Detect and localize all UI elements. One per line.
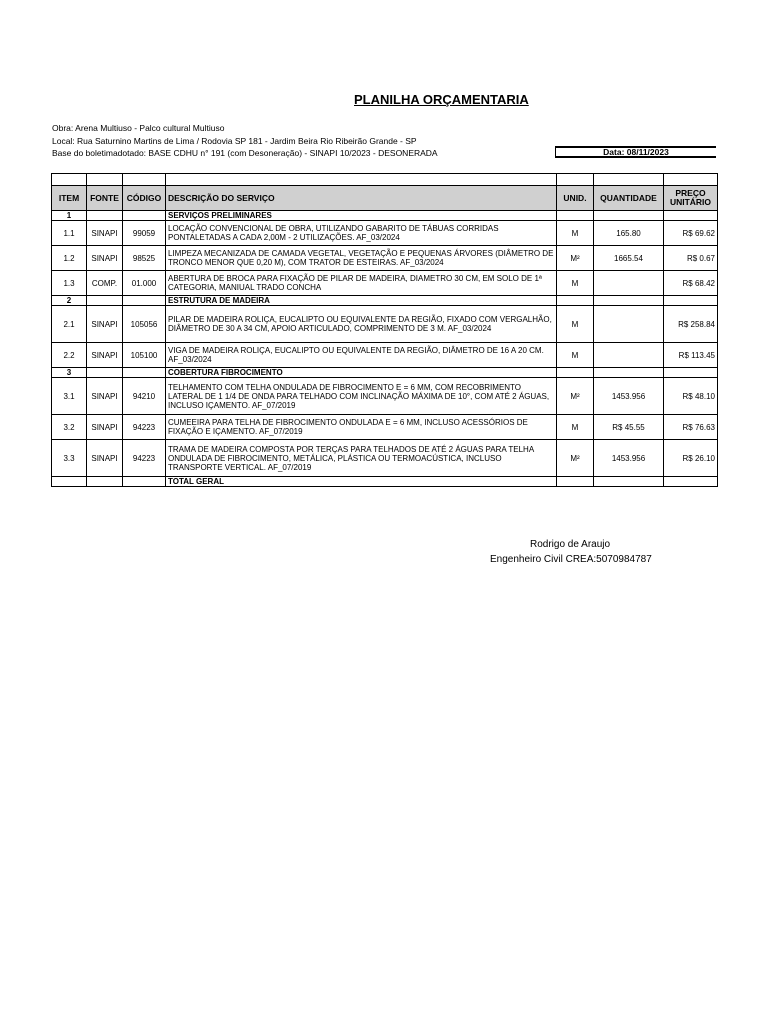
cell-unid: M [557, 343, 594, 368]
cell-unid [557, 296, 594, 306]
total-empty-cell [594, 477, 664, 487]
cell-quantidade: 1453.956 [594, 440, 664, 477]
cell-codigo: 94210 [123, 378, 166, 415]
cell-item: 3 [52, 368, 87, 378]
cell-quantidade [594, 271, 664, 296]
cell-fonte [87, 211, 123, 221]
cell-fonte: COMP. [87, 271, 123, 296]
table-row [52, 271, 718, 296]
cell-codigo: 99059 [123, 221, 166, 246]
cell-codigo: 105056 [123, 306, 166, 343]
cell-unid: M² [557, 246, 594, 271]
table-row [52, 306, 718, 343]
cell-descricao: CUMEEIRA PARA TELHA DE FIBROCIMENTO ONDULADA E = 6 MM, INCLUSO ACESSÓRIOS DE FIXAÇÃO E IÇAMENTO. AF_07/2019 [166, 415, 557, 440]
cell-quantidade: 165.80 [594, 221, 664, 246]
total-empty-cell [557, 477, 594, 487]
cell-codigo [123, 296, 166, 306]
table-row [52, 343, 718, 368]
cell-quantidade: R$ 45.55 [594, 415, 664, 440]
table-row [52, 378, 718, 415]
cell-item: 3.1 [52, 378, 87, 415]
header-fonte: FONTE [87, 186, 123, 211]
cell-quantidade [594, 343, 664, 368]
cell-preco: R$ 26.10 [664, 440, 718, 477]
cell-unid: M [557, 306, 594, 343]
group-row [52, 211, 718, 221]
group-row [52, 368, 718, 378]
table-row [52, 221, 718, 246]
header-descricao: DESCRIÇÃO DO SERVIÇO [166, 186, 557, 211]
header-quantidade: QUANTIDADE [594, 186, 664, 211]
table-row [52, 246, 718, 271]
cell-codigo: 01.000 [123, 271, 166, 296]
cell-descricao: ABERTURA DE BROCA PARA FIXAÇÃO DE PILAR DE MADEIRA, DIAMETRO 30 CM, EM SOLO DE 1ª CATEGORIA, MANIUAL TRADO CONCHA [166, 271, 557, 296]
total-empty-cell [123, 477, 166, 487]
cell-item: 1.1 [52, 221, 87, 246]
cell-item: 1.2 [52, 246, 87, 271]
cell-fonte: SINAPI [87, 343, 123, 368]
cell-unid: M [557, 271, 594, 296]
header-item: ITEM [52, 186, 87, 211]
cell-preco: R$ 48.10 [664, 378, 718, 415]
obra-line: Obra: Arena Multiuso - Palco cultural Multiuso [52, 123, 225, 133]
cell-fonte: SINAPI [87, 440, 123, 477]
table-row [52, 440, 718, 477]
cell-preco: R$ 258.84 [664, 306, 718, 343]
cell-fonte: SINAPI [87, 246, 123, 271]
cell-unid: M [557, 415, 594, 440]
cell-descricao: TELHAMENTO COM TELHA ONDULADA DE FIBROCIMENTO E = 6 MM, COM RECOBRIMENTO LATERAL DE 1 1/4 DE ONDA PARA TELHADO COM INCLINAÇÃO MÁXIMA DE 10°, COM ATÉ 2 ÁGUAS, INCLUSO IÇAMENTO. AF_07/2019 [166, 378, 557, 415]
cell-fonte: SINAPI [87, 415, 123, 440]
header-unid: UNID. [557, 186, 594, 211]
cell-preco: R$ 76.63 [664, 415, 718, 440]
page-title: PLANILHA ORÇAMENTARIA [354, 92, 529, 107]
cell-item: 2.2 [52, 343, 87, 368]
cell-quantidade: 1665.54 [594, 246, 664, 271]
cell-unid: M² [557, 440, 594, 477]
cell-quantidade [594, 368, 664, 378]
cell-item: 1 [52, 211, 87, 221]
cell-unid [557, 368, 594, 378]
total-empty-cell [52, 477, 87, 487]
cell-item: 3.3 [52, 440, 87, 477]
cell-descricao: ESTRUTURA DE MADEIRA [166, 296, 557, 306]
group-row [52, 296, 718, 306]
cell-preco [664, 368, 718, 378]
cell-descricao: LIMPEZA MECANIZADA DE CAMADA VEGETAL, VEGETAÇÃO E PEQUENAS ÁRVORES (DIÂMETRO DE TRONCO MENOR QUE 0,20 M), COM TRATOR DE ESTEIRAS. AF_03/2024 [166, 246, 557, 271]
cell-fonte: SINAPI [87, 378, 123, 415]
table-row [52, 415, 718, 440]
total-empty-cell [87, 477, 123, 487]
cell-preco: R$ 68.42 [664, 271, 718, 296]
cell-codigo: 98525 [123, 246, 166, 271]
cell-unid: M² [557, 378, 594, 415]
base-line: Base do boletimadotado: BASE CDHU n° 191 (com Desoneração) - SINAPI 10/2023 - DESONERADA [52, 148, 438, 158]
cell-codigo: 105100 [123, 343, 166, 368]
cell-codigo [123, 368, 166, 378]
cell-item: 1.3 [52, 271, 87, 296]
header-row [52, 186, 718, 211]
cell-descricao: VIGA DE MADEIRA ROLIÇA, EUCALIPTO OU EQUIVALENTE DA REGIÃO, DIÂMETRO DE 16 A 20 CM. AF_03/2024 [166, 343, 557, 368]
total-label: TOTAL GERAL [166, 477, 557, 487]
blank-row [52, 174, 718, 186]
cell-descricao: PILAR DE MADEIRA ROLIÇA, EUCALIPTO OU EQUIVALENTE DA REGIÃO, FIXADO COM VERGALHÃO, DIÂMETRO DE 30 A 34 CM, APOIO ARTICULADO, COMPRIMENTO DE 3 M. AF_03/2024 [166, 306, 557, 343]
cell-fonte: SINAPI [87, 306, 123, 343]
header-preco: PREÇO UNITÁRIO [664, 186, 718, 211]
signature-role: Engenheiro Civil CREA:5070984787 [490, 554, 652, 565]
cell-preco [664, 296, 718, 306]
cell-preco [664, 211, 718, 221]
cell-item: 3.2 [52, 415, 87, 440]
cell-quantidade [594, 306, 664, 343]
cell-fonte [87, 296, 123, 306]
cell-fonte [87, 368, 123, 378]
cell-item: 2.1 [52, 306, 87, 343]
cell-descricao: COBERTURA FIBROCIMENTO [166, 368, 557, 378]
cell-descricao: TRAMA DE MADEIRA COMPOSTA POR TERÇAS PARA TELHADOS DE ATÉ 2 ÁGUAS PARA TELHA ONDULADA DE FIBROCIMENTO, METÁLICA, PLÁSTICA OU TERMOACÚSTICA, INCLUSO TRANSPORTE VERTICAL. AF_07/2019 [166, 440, 557, 477]
cell-unid [557, 211, 594, 221]
cell-preco: R$ 69.62 [664, 221, 718, 246]
total-row [52, 477, 718, 487]
cell-descricao: SERVIÇOS PRELIMINARES [166, 211, 557, 221]
cell-quantidade: 1453.956 [594, 378, 664, 415]
cell-codigo: 94223 [123, 415, 166, 440]
cell-fonte: SINAPI [87, 221, 123, 246]
cell-preco: R$ 0.67 [664, 246, 718, 271]
cell-quantidade [594, 296, 664, 306]
cell-codigo [123, 211, 166, 221]
date-box: Data: 08/11/2023 [555, 146, 716, 158]
cell-codigo: 94223 [123, 440, 166, 477]
cell-quantidade [594, 211, 664, 221]
header-codigo: CÓDIGO [123, 186, 166, 211]
cell-item: 2 [52, 296, 87, 306]
cell-unid: M [557, 221, 594, 246]
total-empty-cell [664, 477, 718, 487]
cell-preco: R$ 113.45 [664, 343, 718, 368]
cell-descricao: LOCAÇÃO CONVENCIONAL DE OBRA, UTILIZANDO GABARITO DE TÁBUAS CORRIDAS PONTALETADAS A CADA 2,00M - 2 UTILIZAÇÕES. AF_03/2024 [166, 221, 557, 246]
budget-table [51, 173, 718, 487]
local-line: Local: Rua Saturnino Martins de Lima / Rodovia SP 181 - Jardim Beira Rio Ribeirão Grande - SP [52, 136, 417, 146]
signature-name: Rodrigo de Araujo [530, 539, 611, 550]
